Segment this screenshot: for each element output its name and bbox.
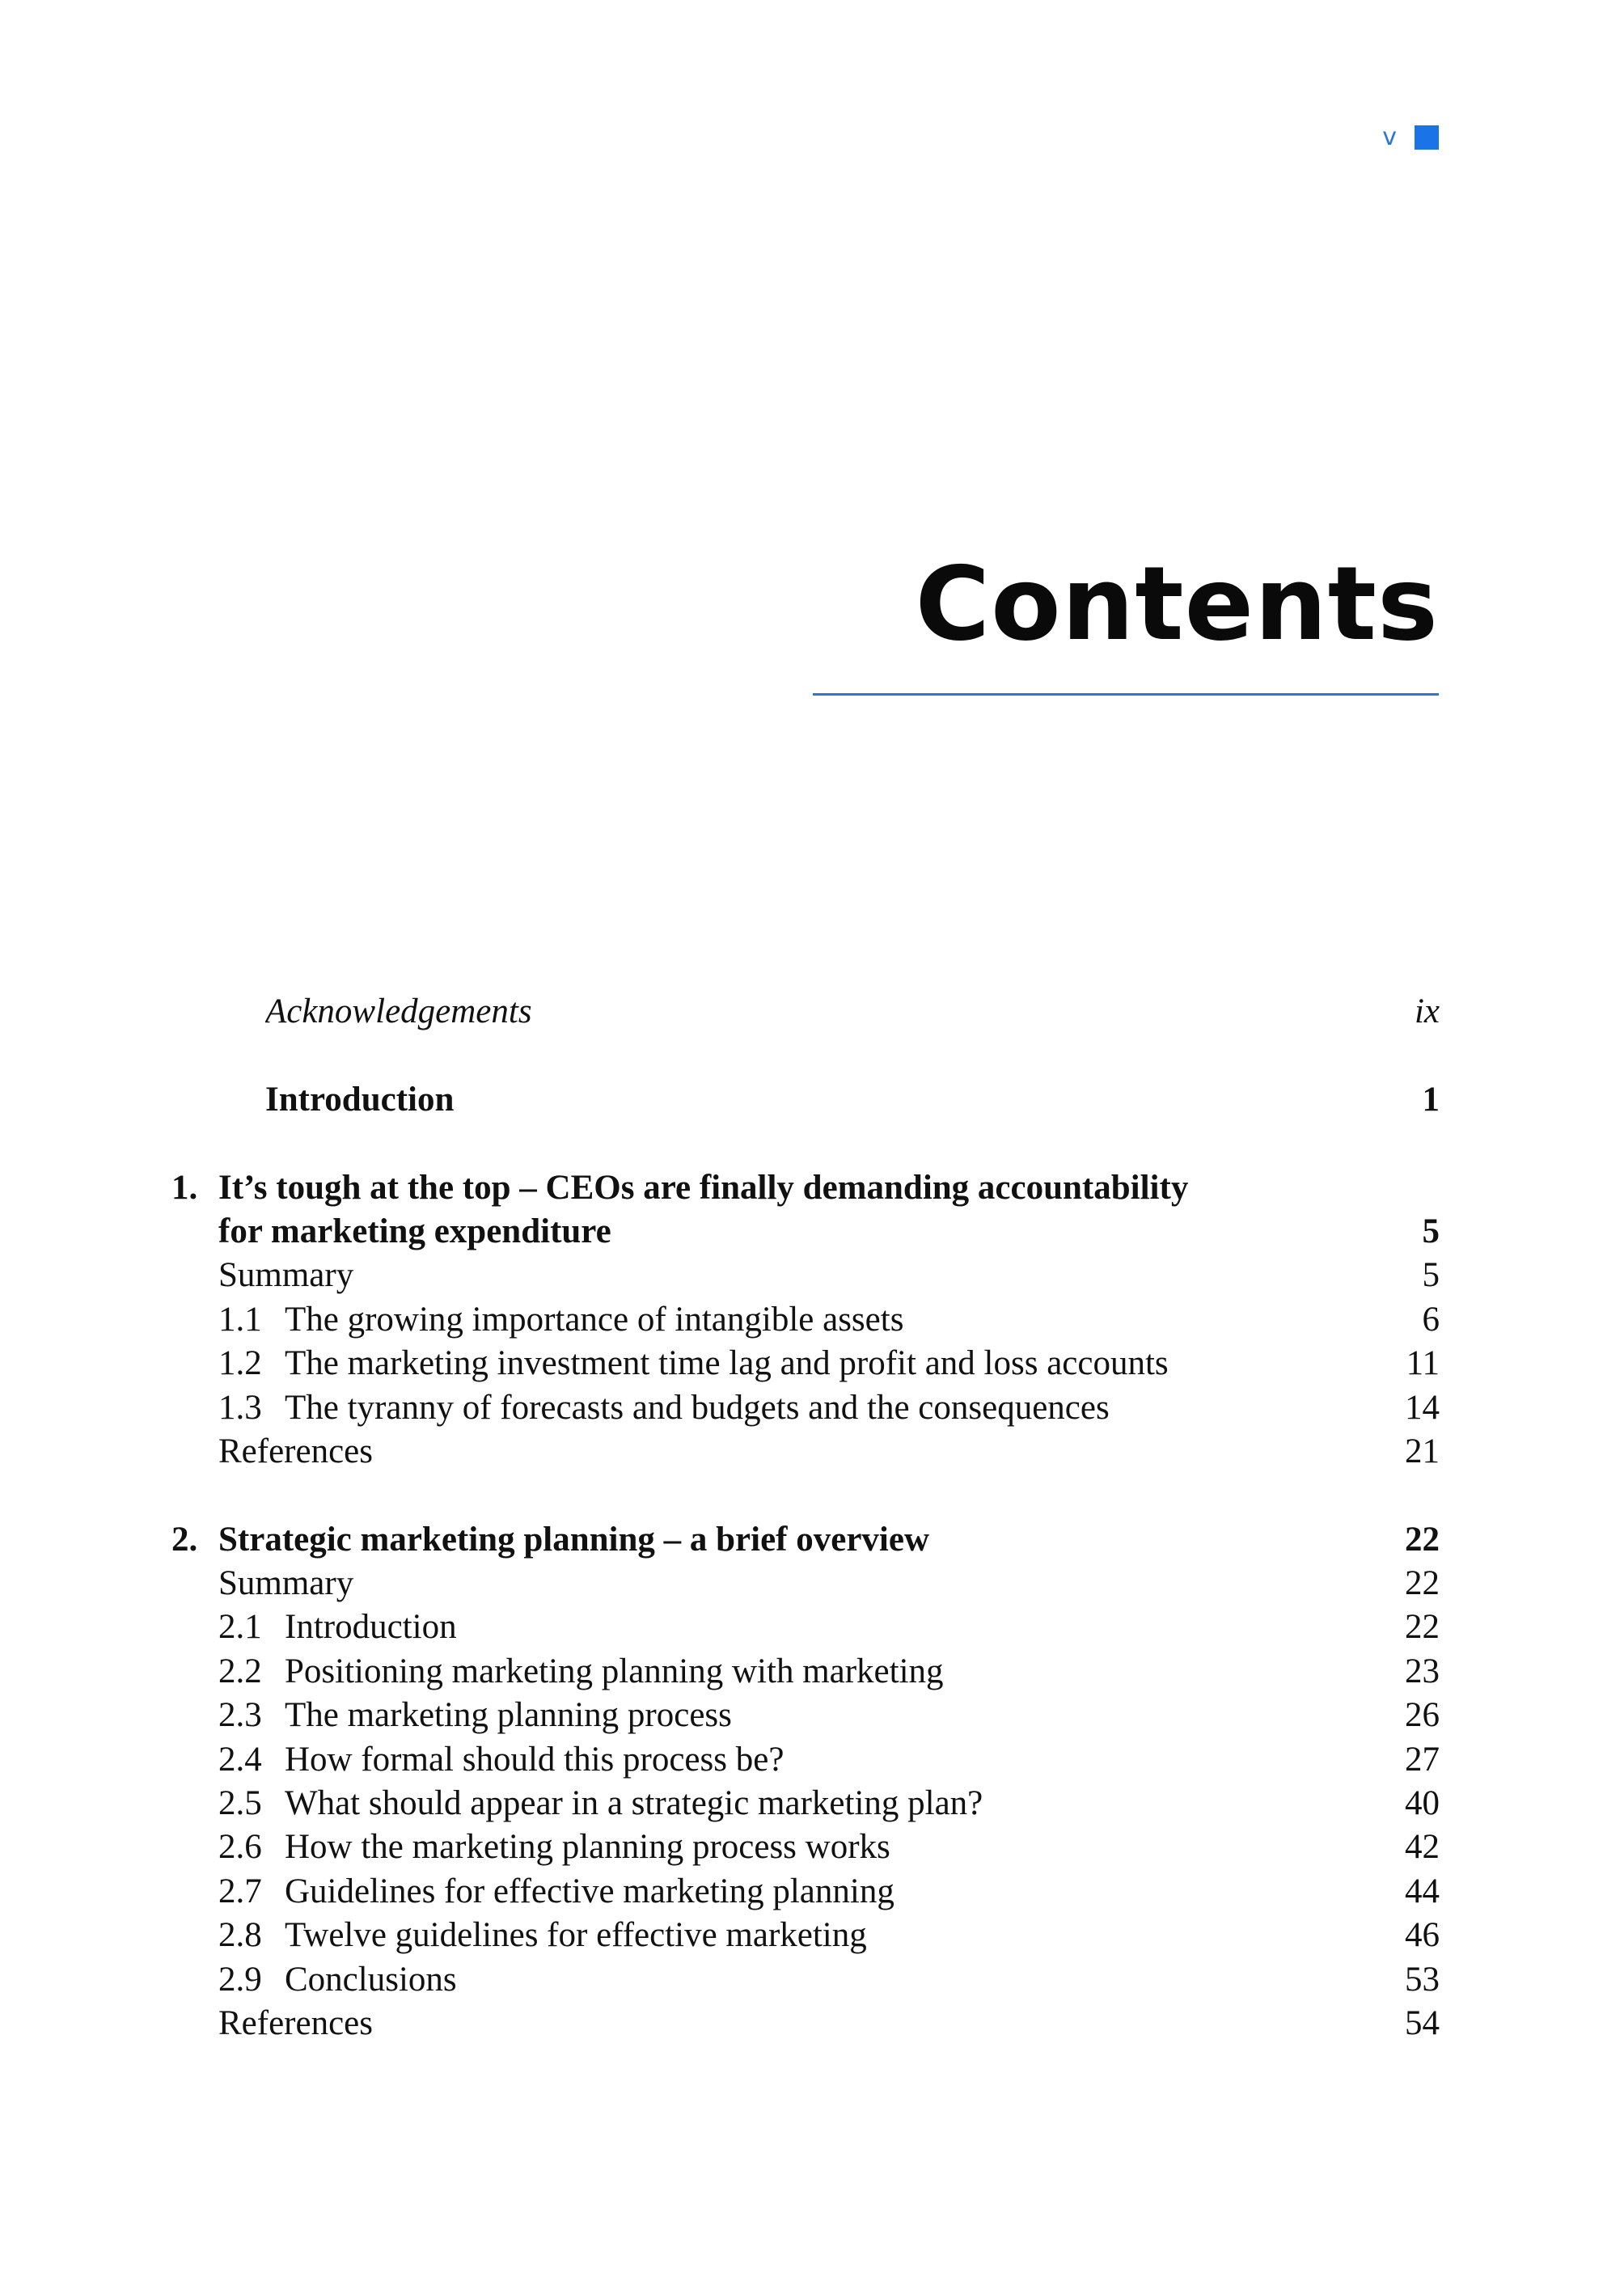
section-number: 1.1 — [218, 1300, 262, 1339]
toc-section-1-2[interactable] — [218, 1342, 1440, 1386]
section-label: The growing importance of intangible assets — [285, 1300, 904, 1339]
section-number: 2.6 — [218, 1828, 262, 1867]
toc-entry-page: ix — [1414, 992, 1440, 1030]
section-page: 23 — [1405, 1652, 1440, 1690]
section-page: 42 — [1405, 1828, 1440, 1867]
toc-section-2-9[interactable] — [218, 1958, 1440, 2002]
chapter-number: 2. — [171, 1520, 198, 1559]
toc-entry-label: References — [218, 1432, 373, 1470]
toc-entry-references[interactable] — [218, 2002, 1440, 2046]
toc-entry-page: 54 — [1405, 2003, 1440, 2042]
toc-entry-label: References — [218, 2003, 373, 2042]
toc-section-2-2[interactable] — [218, 1650, 1440, 1694]
toc-entry-acknowledgements[interactable] — [218, 990, 1440, 1034]
table-of-contents — [171, 990, 1440, 2046]
chapter-page: 22 — [1405, 1520, 1440, 1559]
page-title: Contents — [915, 544, 1439, 663]
section-number: 2.2 — [218, 1652, 262, 1690]
section-page: 22 — [1405, 1608, 1440, 1647]
section-number: 2.3 — [218, 1696, 262, 1735]
toc-entry-label: Introduction — [265, 1080, 455, 1119]
toc-section-2-8[interactable] — [218, 1914, 1440, 1957]
section-page: 26 — [1405, 1696, 1440, 1735]
section-label: The tyranny of forecasts and budgets and the consequences — [285, 1388, 1110, 1427]
folio-marker-square — [1415, 125, 1439, 150]
chapter-title-line-1: It’s tough at the top – CEOs are finally demanding accountability — [218, 1168, 1189, 1207]
toc-section-2-3[interactable] — [218, 1694, 1440, 1737]
section-number: 2.8 — [218, 1916, 262, 1955]
toc-section-2-4[interactable] — [218, 1738, 1440, 1782]
section-number: 2.5 — [218, 1784, 262, 1823]
toc-entry-page: 5 — [1422, 1256, 1440, 1295]
section-page: 6 — [1422, 1300, 1440, 1339]
toc-entry-label: Summary — [218, 1256, 354, 1295]
toc-section-2-7[interactable] — [218, 1870, 1440, 1914]
page-number: v — [1382, 123, 1397, 151]
section-number: 2.1 — [218, 1608, 262, 1647]
chapter-title-line-1: Strategic marketing planning – a brief overview — [218, 1520, 930, 1559]
section-label: Twelve guidelines for effective marketing — [285, 1916, 867, 1955]
toc-entry-label: Summary — [218, 1564, 354, 1603]
page-folio — [1382, 123, 1439, 152]
section-label: Conclusions — [285, 1960, 457, 1999]
section-page: 40 — [1405, 1784, 1440, 1823]
toc-section-2-1[interactable] — [218, 1606, 1440, 1649]
section-number: 2.7 — [218, 1872, 262, 1910]
section-page: 44 — [1405, 1872, 1440, 1910]
toc-entry-introduction[interactable] — [218, 1078, 1440, 1122]
toc-section-2-5[interactable] — [218, 1782, 1440, 1826]
section-number: 1.3 — [218, 1388, 262, 1427]
section-page: 46 — [1405, 1916, 1440, 1955]
section-label: What should appear in a strategic marketing plan? — [285, 1784, 983, 1823]
toc-entry-references[interactable] — [218, 1430, 1440, 1474]
section-label: The marketing planning process — [285, 1696, 732, 1735]
section-label: Introduction — [285, 1608, 457, 1647]
toc-chapter-1-heading[interactable] — [171, 1166, 1440, 1210]
section-page: 11 — [1406, 1344, 1440, 1383]
section-label: How the marketing planning process works — [285, 1828, 890, 1867]
toc-section-1-1[interactable] — [218, 1298, 1440, 1342]
toc-entry-summary[interactable] — [218, 1254, 1440, 1297]
section-label: Positioning marketing planning with marketing — [285, 1652, 944, 1690]
title-underline-rule — [813, 693, 1439, 696]
toc-chapter-2-heading[interactable] — [171, 1518, 1440, 1562]
section-label: How formal should this process be? — [285, 1740, 785, 1779]
chapter-number: 1. — [171, 1168, 198, 1207]
section-page: 27 — [1405, 1740, 1440, 1779]
section-number: 1.2 — [218, 1344, 262, 1383]
toc-entry-label: Acknowledgements — [265, 992, 532, 1030]
toc-entry-summary[interactable] — [218, 1562, 1440, 1606]
toc-entry-page: 22 — [1405, 1564, 1440, 1603]
section-label: Guidelines for effective marketing planning — [285, 1872, 894, 1910]
chapter-page: 5 — [1422, 1212, 1440, 1250]
toc-entry-page: 21 — [1405, 1432, 1440, 1470]
toc-section-1-3[interactable] — [218, 1386, 1440, 1430]
section-number: 2.9 — [218, 1960, 262, 1999]
section-page: 53 — [1405, 1960, 1440, 1999]
section-number: 2.4 — [218, 1740, 262, 1779]
section-label: The marketing investment time lag and profit and loss accounts — [285, 1344, 1169, 1383]
chapter-title-line-2: for marketing expenditure — [218, 1212, 611, 1250]
toc-chapter-1-heading-continued[interactable] — [218, 1210, 1440, 1254]
toc-entry-page: 1 — [1422, 1080, 1440, 1119]
section-page: 14 — [1405, 1388, 1440, 1427]
toc-section-2-6[interactable] — [218, 1826, 1440, 1869]
